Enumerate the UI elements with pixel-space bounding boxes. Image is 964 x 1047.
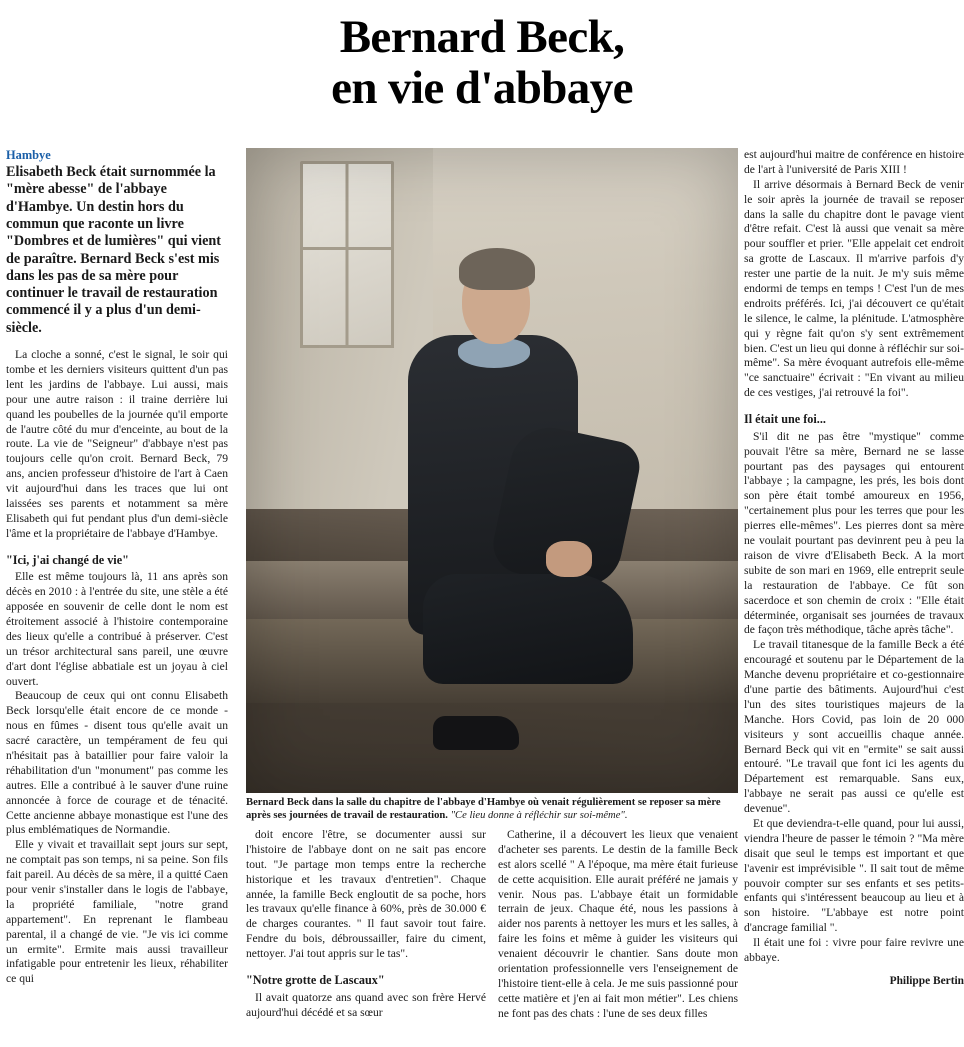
paragraph: Il arrive désormais à Bernard Beck de venir le soir après la journée de travail se reposer dans la salle du chapitre dont le pavage vient d'être refait. C'est là aussi que venait sa mère pour souffler et prier. "Elle appelait cet endroit sa grotte de Lascaux. Il m'arrive parfois d'y rester une partie de la nuit. Je m'y suis même endormi de temps en temps ! C'est l'un de mes endroits préférés. Ici, j'ai découvert ce qu'était le silence, le calme, la plénitude. L'atmosphère qui y règne fait qu'on s'y sent extrêmement bien. C'est un lieu qui donne à réfléchir sur soi-même". Sa mère évoquant autrefois elle-même "ce sanctuaire" écrivait : "En vivant au milieu de ces vestiges, j'ai retrouvé la foi". [744, 177, 964, 400]
column-1 [6, 148, 228, 987]
article-columns [6, 148, 964, 1043]
headline-line-1: Bernard Beck, [339, 11, 625, 63]
paragraph: Beaucoup de ceux qui ont connu Elisabeth Beck lorsqu'elle était encore de ce monde - nous en fûmes - disent tous qu'elle avait un sacré caractère, un tempérament de feu qui n'hésitait pas à bataillier pour faire valoir la réhabilitation d'un "monument" pas comme les autres. Elle a contribué à le sauver d'une ruine annoncée à force de courage et de ténacité. Cette ancienne abbaye monastique est l'une des plus emblématiques de Normandie. [6, 689, 228, 837]
subheading: "Ici, j'ai changé de vie" [6, 552, 129, 567]
paragraph: Il était une foi : vivre pour faire revivre une abbaye. [744, 936, 964, 964]
article-photo-block [246, 148, 738, 823]
article-byline: Philippe Bertin [889, 974, 964, 987]
column-3 [498, 828, 738, 1022]
paragraph: est aujourd'hui maitre de conférence en histoire de l'art à l'université de Paris XIII ! [744, 148, 964, 176]
paragraph: Catherine, il a découvert les lieux que venaient d'acheter ses parents. Le destin de la famille Beck est alors scellé " A l'époque, ma mère était furieuse de cette acquisition. Elle aurait préféré ne jamais y venir. Nous pas. L'abbaye était un formidable terrain de jeux. Chaque été, nous les passions à aider nos parents à nettoyer les murs et les salles, à faire les foins et même à guider les visiteurs qui venaient découvrir le chantier. Sans doute mon orientation professionnelle vers l'enseignement de l'histoire tient-elle à cela. Je me suis passionné pour cette matière et j'en ai fait mon métier". Les chiens ne font pas des chats : l'une de ses deux filles [498, 828, 739, 1020]
photo-caption-quote: "Ce lieu donne à réfléchir sur soi-même". [450, 809, 628, 821]
column-4 [744, 148, 964, 989]
subheading: "Notre grotte de Lascaux" [246, 973, 385, 988]
standfirst: Elisabeth Beck était surnommée la "mère abesse" de l'abbaye d'Hambye. Un destin hors du commun que raconte un livre "Dombres et de lumières" qui vient de paraître. Bernard Beck s'est mis dans les pas de sa mère pour continuer le travail de restauration commencé il y a plus d'un demi-siècle. [6, 163, 222, 336]
paragraph: Le travail titanesque de la famille Beck a été encouragé et soutenu par le Département de la Manche devenu propriétaire et co-gestionnaire d'une partie des bâtiments. Aujourd'hui c'est l'un des sites touristiques majeurs de la Manche. Hors Covid, pas loin de 20 000 visiteurs y sont accueillis chaque année. Bernard Beck qui vit en "ermite" se sait aussi entouré. "Le travail que font ici les agents du Département est remarquable. Sans eux, l'abbaye ne serait pas aussi ce qu'elle est devenue". [744, 638, 964, 816]
photo-vignette [246, 148, 738, 793]
headline-line-2: en vie d'abbaye [331, 61, 633, 114]
paragraph: Et que deviendra-t-elle quand, pour lui aussi, viendra l'heure de passer le témoin ? "Ma mère disait que seul le temps est important et que l'avenir est imprévisible ". Il sait tout de même pouvoir compter sur ses enfants et ses petits-enfants qui s'intéressent beaucoup au lieu et à son histoire. "L'abbaye est notre point d'ancrage familial ". [744, 816, 964, 935]
paragraph: Elle est même toujours là, 11 ans après son décès en 2010 : à l'entrée du site, une stèle a été apposée en souvenir de celle dont le nom est étroitement associé à l'histoire contemporaine des lieux qu'elle a contribué à préserver. C'est un trésor architectural sans pareil, une œuvre d'art dont l'église abbatiale est un joyau à ciel ouvert. [6, 570, 228, 688]
paragraph: Il avait quatorze ans quand avec son frère Hervé aujourd'hui décédé et sa sœur [246, 990, 486, 1019]
photo-caption-main: Bernard Beck dans la salle du chapitre de l'abbaye d'Hambye où venait régulièrement se reposer sa mère après ses journées de travail de restauration. [246, 797, 721, 821]
article-photo [246, 148, 738, 793]
paragraph: doit encore l'être, se documenter aussi sur l'histoire de l'abbaye dont on ne sait pas encore tout. "Je partage mon temps entre la recherche historique et les travaux d'entretien". Chaque année, la famille Beck engloutit de sa poche, hors les travaux qu'elle finance à 60%, près de 30.000 € de charges courantes. " Il faut savoir tout faire. Fendre du bois, débroussailler, faire du ciment, nettoyer. J'ai tout appris sur le tas". [246, 828, 486, 961]
section-kicker: Hambye [6, 148, 51, 162]
page-title [60, 0, 904, 114]
column-2 [246, 828, 486, 1020]
paragraph: Elle y vivait et travaillait sept jours sur sept, ne comptait pas son temps, ni sa peine. Son fils fait pareil. Au décès de sa mère, il a quitté Caen pour venir s'installer dans le logis de l'abbaye, la propriété familiale, "notre grand appartement". En reprenant le flambeau parental, il a changé de vie. "Je vis ici comme un ermite". Ermite mais aussi travailleur infatigable pour entretenir les lieux, réhabiliter ce qui [6, 838, 228, 986]
paragraph: La cloche a sonné, c'est le signal, le soir qui tombe et les derniers visiteurs quittent d'un pas lent les jardins de l'abbaye. Lui aussi, mais pour une autre raison : il traine derrière lui quand les poubelles de la journée qu'il emporte de l'autre côté du mur d'enceinte, au bout de la route. La vie de "Seigneur" d'abbaye n'est pas toujours celle qu'on croit. Bernard Beck, 79 ans, ancien professeur d'histoire de l'art à Caen vit aujourd'hui dans les traces que lui ont laissées ses parents et notamment sa mère Elisabeth qui fut pendant plus d'un demi-siècle l'âme et la propriétaire de l'abbaye d'Hambye. [6, 348, 228, 540]
photo-caption [246, 793, 738, 823]
paragraph: S'il dit ne pas être "mystique" comme pouvait l'être sa mère, Bernard ne se lasse pourtant pas des paysages qui entourent l'abbaye ; la campagne, les prés, les bois dont son père était tombé amoureux en 1956, "certainement plus pour les terres que pour les pierres elle-mêmes". Les pierres dont sa mère ne voulait pourtant pas devinrent peu à peu la raison de vivre d'Elisabeth Beck. A la mort subite de son mari en 1969, elle entreprit seule la restauration de l'abbaye. Ce fût son sacerdoce et son chemin de croix : "Elle était déterminée, organisait ses journées de travaux de façon très méthodique, tâche après tâche". [744, 429, 964, 637]
subheading: Il était une foi... [744, 412, 826, 427]
